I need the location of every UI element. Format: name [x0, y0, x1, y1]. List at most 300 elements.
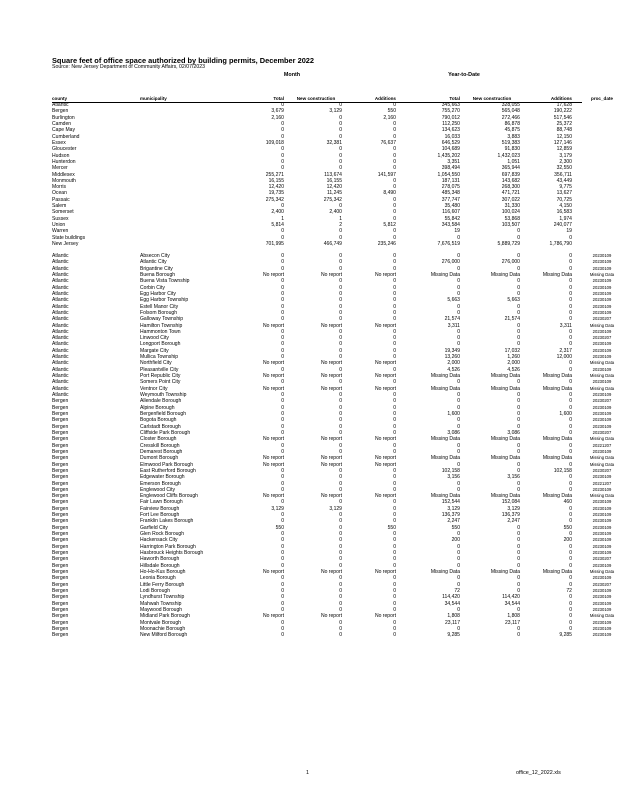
month-total-cell: 3,679 [271, 108, 284, 115]
month-total-cell: 0 [281, 632, 284, 639]
municipality-cell: Englewood Cliffs Borough [140, 493, 198, 500]
municipality-cell: Edgewater Borough [140, 474, 185, 481]
county-cell: Bergen [52, 429, 69, 436]
month-total-cell: 0 [281, 474, 284, 481]
month-new-cell: No report [320, 613, 342, 620]
proc-date-cell: 20230109 [592, 524, 612, 530]
ytd-total-cell: 0 [457, 284, 460, 291]
ytd-new-cell: 23,117 [504, 619, 520, 626]
ytd-additions-cell: 0 [569, 594, 572, 601]
ytd-new-cell: 4,526 [507, 366, 520, 373]
month-additions-cell: 0 [393, 133, 396, 140]
month-additions-cell: No report [374, 569, 396, 575]
ytd-additions-cell: 0 [569, 284, 572, 291]
month-additions-cell: 0 [393, 215, 396, 222]
month-total-cell: 0 [281, 404, 284, 411]
county-cell: Bergen [52, 404, 69, 411]
ytd-total-cell: 116,607 [442, 209, 460, 216]
ytd-total-cell: 0 [457, 448, 460, 455]
month-additions-cell: 0 [393, 518, 396, 525]
ytd-additions-cell: Missing Data [542, 373, 572, 380]
ytd-total-cell: 4,526 [447, 366, 460, 373]
month-new-cell: 0 [339, 562, 342, 569]
proc-date-cell: 20230109 [592, 309, 612, 315]
municipality-cell: Mullica Township [140, 354, 179, 361]
month-total-cell: 0 [281, 335, 284, 342]
month-new-cell: 0 [339, 486, 342, 493]
ytd-new-cell: 1,260 [507, 354, 520, 361]
month-total-cell: 0 [281, 152, 284, 159]
ytd-new-cell: 0 [517, 556, 520, 563]
ytd-total-cell: 0 [457, 625, 460, 632]
month-new-cell: No report [320, 461, 342, 468]
ytd-total-cell: 0 [457, 531, 460, 538]
ytd-total-cell: 1,435,202 [437, 152, 460, 159]
month-additions-cell: 0 [393, 102, 396, 108]
month-new-cell: 466,749 [323, 241, 342, 248]
proc-date-cell: 20230109 [592, 379, 612, 385]
ytd-new-cell: Missing Data [490, 436, 520, 443]
month-additions-cell: 0 [393, 341, 396, 348]
ytd-total-cell: Missing Data [430, 493, 460, 500]
municipality-cell: Atlantic City [140, 259, 167, 266]
ytd-additions-cell: 0 [569, 290, 572, 297]
ytd-additions-cell: 0 [569, 518, 572, 525]
ytd-total-cell: 0 [457, 392, 460, 399]
month-new-cell: 0 [339, 152, 342, 159]
county-cell: Bergen [52, 594, 69, 601]
ytd-total-cell: 0 [457, 461, 460, 468]
month-additions-cell: 0 [393, 442, 396, 449]
proc-date-cell: Missing Data [589, 461, 615, 467]
month-new-cell: No report [320, 569, 342, 575]
ytd-additions-cell: 16,583 [556, 209, 572, 216]
ytd-additions-cell: 9,285 [559, 632, 572, 639]
header-month-new: New construction [296, 95, 336, 101]
month-total-cell: No report [262, 613, 284, 620]
proc-date-cell: 20230207 [592, 429, 612, 435]
month-new-cell: 0 [339, 619, 342, 626]
ytd-total-cell: 0 [457, 417, 460, 424]
proc-date-cell: 20230109 [592, 474, 612, 480]
ytd-additions-cell: 0 [569, 474, 572, 481]
ytd-new-cell: 0 [517, 480, 520, 487]
ytd-total-cell: 790,012 [441, 114, 460, 121]
proc-date-cell: 20230109 [592, 600, 612, 606]
month-total-cell: No report [262, 569, 284, 575]
ytd-total-cell: 0 [457, 556, 460, 563]
ytd-new-cell: 3,086 [507, 429, 520, 436]
proc-date-cell: Missing Data [589, 455, 615, 461]
municipality-cell: Alpine Borough [140, 404, 175, 411]
month-total-cell: 0 [281, 379, 284, 386]
month-new-cell: 0 [339, 366, 342, 373]
month-total-cell: 0 [281, 543, 284, 550]
ytd-additions-cell: 0 [569, 429, 572, 436]
ytd-additions-cell: 0 [569, 505, 572, 512]
month-additions-cell: No report [374, 322, 396, 329]
month-additions-cell: 5,812 [383, 222, 396, 229]
month-total-cell: 0 [281, 203, 284, 210]
municipality-cell: Ventnor City [140, 385, 168, 392]
ytd-new-cell: 0 [517, 322, 520, 329]
ytd-additions-cell: 0 [569, 442, 572, 449]
municipality-cell: Leonia Borough [140, 575, 176, 582]
proc-date-cell: 20230109 [592, 518, 612, 524]
ytd-total-cell: 2,000 [447, 360, 460, 367]
ytd-additions-cell: 1,786,790 [549, 241, 572, 248]
month-total-cell: 0 [281, 625, 284, 632]
ytd-additions-cell: 0 [569, 619, 572, 626]
ytd-additions-cell: 4,150 [559, 203, 572, 210]
ytd-new-cell: 0 [517, 531, 520, 538]
county-cell: Bergen [52, 613, 69, 620]
month-total-cell: 12,420 [268, 184, 284, 191]
header-municipality: municipality [140, 95, 167, 101]
month-additions-cell: 0 [393, 335, 396, 342]
header-county: county [52, 95, 68, 101]
ytd-new-cell: 0 [517, 265, 520, 272]
month-total-cell: 0 [281, 575, 284, 582]
municipality-cell: Ho-Ho-Kus Borough [140, 569, 186, 575]
month-additions-cell: 0 [393, 594, 396, 601]
proc-date-cell: 20230109 [592, 347, 612, 353]
ytd-total-cell: 16,033 [444, 133, 460, 140]
month-new-cell: 113,674 [324, 171, 342, 178]
county-cell: Atlantic [52, 341, 69, 348]
ytd-total-cell: 0 [457, 303, 460, 310]
month-total-cell: 0 [281, 392, 284, 399]
proc-date-cell: 20230109 [592, 341, 612, 347]
municipality-cell: Demarest Borough [140, 448, 183, 455]
ytd-new-cell: 0 [517, 562, 520, 569]
ytd-new-cell: Missing Data [490, 385, 520, 392]
ytd-total-cell: 0 [457, 575, 460, 582]
ytd-total-cell: 3,156 [447, 474, 460, 481]
month-additions-cell: 0 [393, 234, 396, 241]
county-cell: Union [52, 222, 66, 229]
ytd-total-cell: 0 [457, 253, 460, 259]
ytd-total-cell: 0 [457, 290, 460, 297]
month-new-cell: 0 [339, 259, 342, 266]
month-total-cell: 0 [281, 328, 284, 335]
ytd-total-cell: 646,529 [441, 139, 460, 146]
ytd-total-cell: 550 [451, 524, 460, 531]
municipality-cell: Buena Vista Township [140, 278, 190, 285]
month-new-cell: 0 [339, 550, 342, 557]
proc-date-cell: 20230109 [592, 575, 612, 581]
county-summary-row [52, 241, 582, 247]
month-total-cell: 0 [281, 537, 284, 544]
month-additions-cell: 550 [387, 108, 396, 115]
month-new-cell: 0 [339, 594, 342, 601]
month-total-cell: 19,735 [268, 190, 284, 197]
month-additions-cell: No report [374, 360, 396, 367]
month-new-cell: 0 [339, 120, 342, 127]
ytd-additions-cell: 0 [569, 556, 572, 563]
proc-date-cell: 20230109 [592, 550, 612, 556]
month-new-cell: 0 [339, 284, 342, 291]
ytd-additions-cell: 0 [569, 480, 572, 487]
month-additions-cell: 0 [393, 152, 396, 159]
month-total-cell: 0 [281, 158, 284, 165]
month-new-cell: 1 [339, 215, 342, 222]
month-new-cell: 2 [339, 222, 342, 229]
ytd-total-cell: 0 [457, 486, 460, 493]
proc-date-cell: 20230109 [592, 297, 612, 303]
ytd-total-cell: 2,247 [447, 518, 460, 525]
municipality-cell: Emerson Borough [140, 480, 181, 487]
ytd-additions-cell: Missing Data [542, 436, 572, 443]
municipality-cell: Hillsdale Borough [140, 562, 180, 569]
report-source: Source: New Jersey Department of Community Affairs, 02/07/2023 [52, 64, 206, 70]
county-cell: Atlantic [52, 347, 69, 354]
ytd-additions-cell: 9,775 [559, 184, 572, 191]
county-cell: Atlantic [52, 360, 69, 367]
county-cell: Bergen [52, 442, 69, 449]
month-total-cell: No report [262, 455, 284, 462]
ytd-additions-cell: 240,077 [553, 222, 572, 229]
month-total-cell: No report [262, 322, 284, 329]
month-additions-cell: 0 [393, 411, 396, 417]
ytd-total-cell: Missing Data [430, 455, 460, 462]
ytd-new-cell: 2,000 [507, 360, 520, 367]
county-cell: Bergen [52, 562, 69, 569]
municipality-cell: Allendale Borough [140, 398, 182, 405]
month-additions-cell: 0 [393, 328, 396, 335]
ytd-new-cell: 0 [517, 284, 520, 291]
municipality-cell: Elmwood Park Borough [140, 461, 194, 468]
county-cell: Atlantic [52, 102, 69, 108]
county-cell: Middlesex [52, 171, 75, 178]
ytd-new-cell: 21,574 [504, 316, 520, 323]
month-additions-cell: 0 [393, 278, 396, 285]
month-total-cell: 0 [281, 486, 284, 493]
month-total-cell: 0 [281, 259, 284, 266]
municipality-cell: Harrington Park Borough [140, 543, 196, 550]
county-cell: Bergen [52, 499, 69, 506]
month-new-cell: 2,400 [329, 209, 342, 216]
month-additions-cell: 0 [393, 423, 396, 430]
ytd-total-cell: Missing Data [430, 385, 460, 392]
ytd-total-cell: 5,663 [447, 297, 460, 304]
county-cell: Cumberland [52, 133, 80, 140]
ytd-new-cell: 0 [517, 632, 520, 639]
month-new-cell: 0 [339, 581, 342, 588]
proc-date-cell: 20230207 [592, 467, 612, 473]
proc-date-cell: 20230109 [592, 392, 612, 398]
county-cell: Bergen [52, 632, 69, 639]
ytd-additions-cell: 0 [569, 404, 572, 411]
county-cell: Salem [52, 203, 67, 210]
ytd-additions-cell: 0 [569, 461, 572, 468]
month-additions-cell: 0 [393, 158, 396, 165]
month-new-cell: 0 [339, 632, 342, 639]
ytd-total-cell: 7,676,519 [437, 241, 460, 248]
ytd-additions-cell: 0 [569, 278, 572, 285]
ytd-total-cell: 0 [457, 265, 460, 272]
county-cell: Hunterdon [52, 158, 76, 165]
municipality-cell: Franklin Lakes Borough [140, 518, 194, 525]
municipality-cell: Hamilton Township [140, 322, 183, 329]
ytd-additions-cell: 0 [569, 486, 572, 493]
ytd-total-cell: 104,689 [441, 146, 460, 153]
county-cell: Bergen [52, 436, 69, 443]
ytd-new-cell: 328,055 [501, 102, 520, 108]
county-cell: Hudson [52, 152, 70, 159]
county-cell: Atlantic [52, 366, 69, 373]
month-new-cell: 0 [339, 253, 342, 259]
county-cell: Bergen [52, 581, 69, 588]
county-cell: Bergen [52, 619, 69, 626]
ytd-new-cell: 0 [517, 581, 520, 588]
county-cell: Atlantic [52, 328, 69, 335]
proc-date-cell: 20221207 [592, 480, 612, 486]
county-cell: Atlantic [52, 265, 69, 272]
ytd-additions-cell: 0 [569, 328, 572, 335]
municipality-cell: New Milford Borough [140, 632, 188, 639]
ytd-total-cell: Missing Data [430, 436, 460, 443]
ytd-total-cell: 0 [457, 398, 460, 405]
month-total-cell: No report [262, 461, 284, 468]
month-total-cell: 0 [281, 366, 284, 373]
proc-date-cell: 20230207 [592, 335, 612, 341]
county-cell: Bergen [52, 518, 69, 525]
ytd-total-cell: 3,086 [447, 429, 460, 436]
ytd-total-cell: 278,075 [441, 184, 460, 191]
ytd-total-cell: 345,663 [441, 102, 460, 108]
month-new-cell: 32,381 [326, 139, 342, 146]
municipality-cell: Egg Harbor Township [140, 297, 189, 304]
ytd-additions-cell: 0 [569, 448, 572, 455]
month-additions-cell: 0 [393, 512, 396, 519]
month-additions-cell: No report [374, 436, 396, 443]
municipality-cell: Cliffside Park Borough [140, 429, 191, 436]
ytd-new-cell: Missing Data [490, 373, 520, 380]
proc-date-cell: 20230109 [592, 619, 612, 625]
ytd-additions-cell: 32,550 [556, 165, 572, 172]
header-proc-date: proc_date [591, 95, 613, 101]
municipality-cell: Montvale Borough [140, 619, 181, 626]
month-total-cell: 0 [281, 429, 284, 436]
proc-date-cell: 20230109 [592, 404, 612, 410]
month-additions-cell: 0 [393, 404, 396, 411]
month-total-cell: 0 [281, 102, 284, 108]
month-additions-cell: 0 [393, 398, 396, 405]
municipality-cell: Midland Park Borough [140, 613, 190, 620]
month-total-cell: 0 [281, 594, 284, 601]
county-cell: Atlantic [52, 373, 69, 380]
ytd-total-cell: 0 [457, 480, 460, 487]
ytd-total-cell: 19 [454, 228, 460, 235]
month-additions-cell: 0 [393, 537, 396, 544]
month-additions-cell: 0 [393, 562, 396, 569]
municipality-cell: Bergenfield Borough [140, 411, 187, 417]
month-total-cell: 2,400 [271, 209, 284, 216]
month-additions-cell: No report [374, 385, 396, 392]
ytd-new-cell: 0 [517, 290, 520, 297]
ytd-total-cell: 0 [457, 335, 460, 342]
ytd-additions-cell: 0 [569, 581, 572, 588]
month-additions-cell: 0 [393, 486, 396, 493]
municipality-cell: Glen Rock Borough [140, 531, 185, 538]
ytd-new-cell: 17,032 [504, 347, 520, 354]
proc-date-cell: 20230109 [592, 366, 612, 372]
ytd-additions-cell: 2,317 [559, 347, 572, 354]
county-cell: New Jersey [52, 241, 79, 248]
ytd-new-cell: 86,878 [504, 120, 520, 127]
ytd-additions-cell: 0 [569, 253, 572, 259]
ytd-additions-cell: 72 [566, 587, 572, 594]
municipality-cell: Estell Manor City [140, 303, 179, 310]
ytd-new-cell: 103,507 [501, 222, 520, 229]
month-additions-cell: 0 [393, 253, 396, 259]
ytd-additions-cell: 517,546 [553, 114, 572, 121]
county-cell: Atlantic [52, 290, 69, 297]
ytd-new-cell: 0 [517, 328, 520, 335]
ytd-new-cell: 143,682 [501, 177, 520, 184]
month-additions-cell: 0 [393, 600, 396, 607]
county-cell: Atlantic [52, 379, 69, 386]
ytd-new-cell: 0 [517, 423, 520, 430]
ytd-total-cell: Missing Data [430, 373, 460, 380]
month-new-cell: 0 [339, 290, 342, 297]
proc-date-cell: Missing Data [589, 360, 615, 366]
month-total-cell: 0 [281, 165, 284, 172]
month-total-cell: 0 [281, 442, 284, 449]
proc-date-cell: Missing Data [589, 271, 615, 277]
proc-date-cell: 20230109 [592, 328, 612, 334]
county-cell: Bergen [52, 467, 69, 474]
county-cell: Atlantic [52, 259, 69, 266]
ytd-total-cell: 0 [457, 423, 460, 430]
ytd-total-cell: 398,494 [441, 165, 460, 172]
proc-date-cell: Missing Data [589, 436, 615, 442]
county-cell: Atlantic [52, 392, 69, 399]
month-total-cell: 0 [281, 398, 284, 405]
month-additions-cell: 0 [393, 543, 396, 550]
month-total-cell: No report [262, 373, 284, 380]
ytd-total-cell: 136,379 [441, 512, 460, 519]
ytd-additions-cell: 102,158 [553, 467, 572, 474]
month-total-cell: 0 [281, 417, 284, 424]
month-total-cell: 0 [281, 278, 284, 285]
month-additions-cell: No report [374, 461, 396, 468]
proc-date-cell: 20230109 [592, 543, 612, 549]
ytd-additions-cell: 17,628 [556, 102, 572, 108]
month-new-cell: 0 [339, 518, 342, 525]
ytd-total-cell: 0 [457, 442, 460, 449]
month-total-cell: 0 [281, 290, 284, 297]
month-new-cell: 3,129 [329, 108, 342, 115]
month-total-cell: 255,271 [265, 171, 284, 178]
month-new-cell: 0 [339, 354, 342, 361]
month-additions-cell: 0 [393, 499, 396, 506]
month-new-cell: 0 [339, 133, 342, 140]
county-cell: Atlantic [52, 322, 69, 329]
month-additions-cell: 0 [393, 259, 396, 266]
month-new-cell: 0 [339, 146, 342, 153]
municipality-cell: Fair Lawn Borough [140, 499, 183, 506]
month-new-cell: No report [320, 385, 342, 392]
county-cell: Bergen [52, 423, 69, 430]
municipality-cell: Englewood City [140, 486, 176, 493]
month-additions-cell: 0 [393, 297, 396, 304]
proc-date-cell: 20230207 [592, 581, 612, 587]
month-total-cell: 3,129 [271, 505, 284, 512]
proc-date-cell: 20230109 [592, 594, 612, 600]
ytd-additions-cell: Missing Data [542, 455, 572, 462]
